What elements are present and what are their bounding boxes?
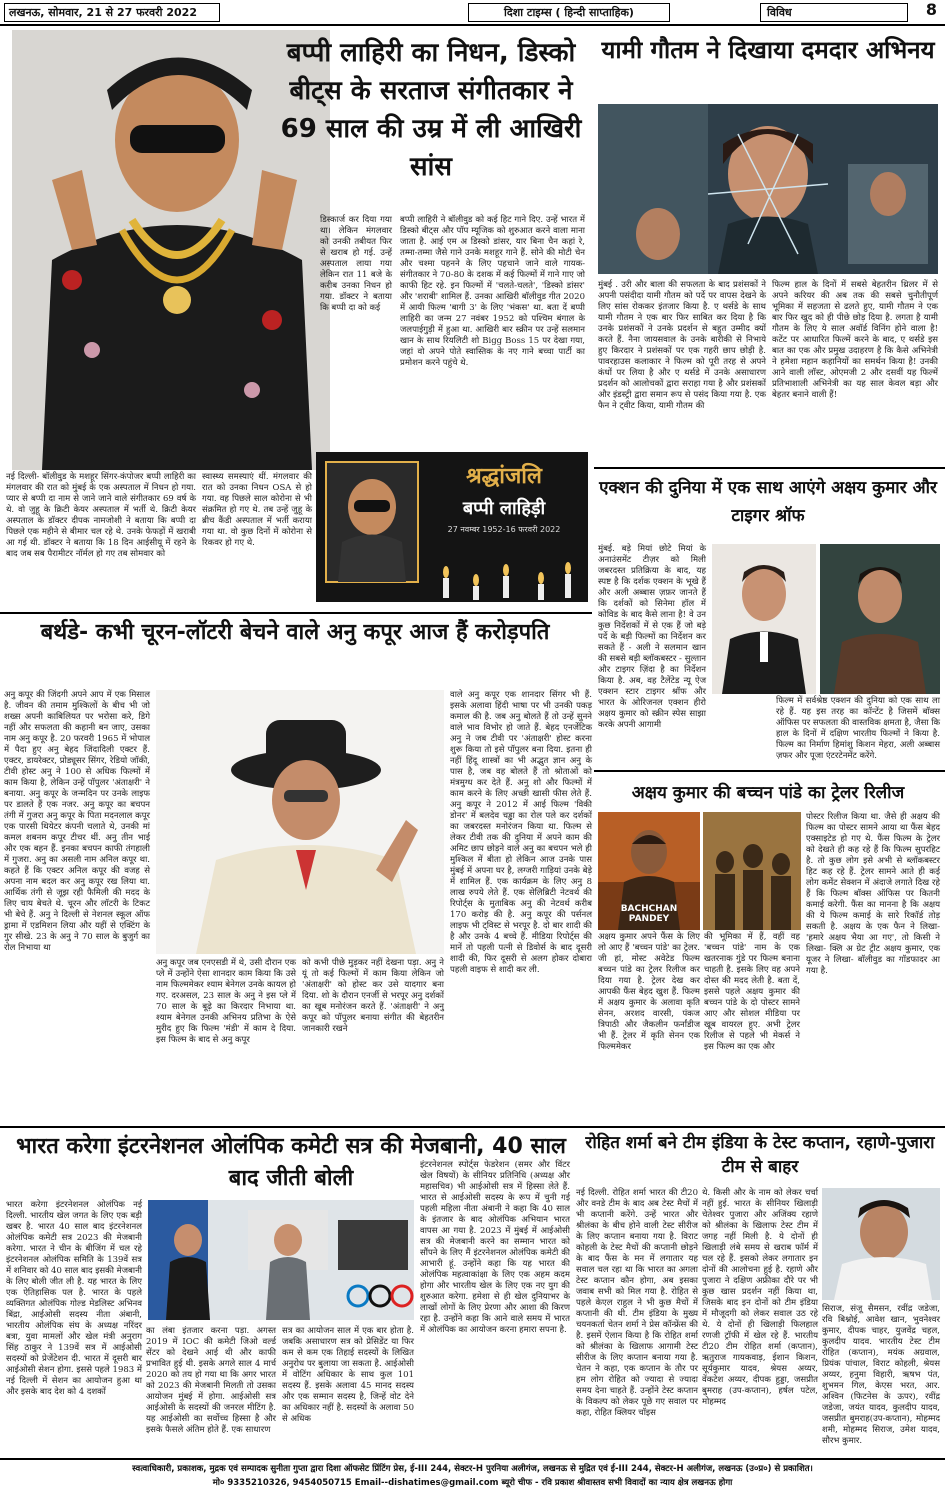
- bachchan-poster-title: BACHCHAN PANDEY: [620, 904, 678, 924]
- tribute-word: श्रद्धांजलि: [466, 463, 542, 489]
- bachchan-headline: अक्षय कुमार की बच्चन पांडे का ट्रेलर रिलीज: [631, 783, 905, 803]
- bappi-text-col-4: स्वास्थ्य समस्याएं थीं. मंगलवार की रात को उनका निधन OSA से हो गया. वह पिछले साल कोरोना से भी संक्रमित हो गए थे. तब उन्हें जुहू के ब्रीच कैंडी अस्पताल में भर्ती कराया गया था. वो कुछ दिनों में कोरोना से रिकवर हो गए थे.: [202, 472, 312, 548]
- header-section: विविध: [760, 3, 908, 22]
- olympic-text-col-3: सत्र का आयोजन साल में एक बार होता है. जबकि असाधारण सत्र को प्रेसिडेंट या फिर कम से कम एक तिहाई सदस्यों के लिखित अनुरोध पर बुलाया जा सकता है. आईओसी में वोटिंग अधिकार के साथ कुल 101 सदस्य हैं. इसके अलावा 45 मानद सदस्य और एक सम्मान सदस्य है, जिन्हें वोट देने का अधिकार नहीं है. सदस्यों के अलावा 50 से अधिक: [282, 1326, 414, 1424]
- olympic-text-col-2: का लंबा इंतजार करना पड़ा. अगस्त 2019 में IOC की कमेटी जिओ वर्ल्ड सेंटर को देखने आई थी और काफी प्रभावित हुई थी. इसके अगले साल 4 मार्च 2020 को तय हो गया था कि अगर भारत को 2023 की मेजबानी मिलती तो उसका आयोजन मुंबई में होगा. आईओसी सत्र आईओसी के सदस्यों की जनरल मीटिंग है. यह आईओसी का सर्वोच्च हिस्सा है और इसके फैसले अंतिम होते हैं. एक साधारण: [146, 1326, 276, 1435]
- akshay-tiger-headline: एक्शन की दुनिया में एक साथ आएंगे अक्षय कुमार और टाइगर श्रॉफ: [599, 478, 937, 526]
- yami-text-col-1: मुंबई . उरी और बाला की सफलता के बाद प्रशंसकों ने अपनी पसंदीदा यामी गौतम को पर्दे पर वापस देखने के लिए सांस रोककर इंतजार किया है. ए थर्सडे के साथ यामी गौतम ने एक बार फिर साबित कर दिया है कि उनके प्रशंसकों ने उनके प्रदर्शन से बहुत उम्मीद क्यों करते हैं. नैना जायसवाल के उनके बारीकी से निभाये हुए किरदार ने प्रशंसकों पर एक गहरी छाप छोड़ी है. पावरहाउस कलाकार ने फिल्म को पूरी तरह से अपने कंधों पर लिया है और ए थर्सडे में उनके असाधारण प्रदर्शन को आलोचकों द्वारा सराहा गया है और प्रशंसकों और इंडस्ट्री द्वारा समान रूप से पसंद किया गया है. एक फैन ने ट्वीट किया, यामी गौतम की: [598, 280, 766, 411]
- tiger-photo: [820, 544, 940, 694]
- akshay-tiger-text-col-2: फिल्म में सर्वश्रेष्ठ एक्शन की दुनिया को एक साथ ला रहे हैं. यह इस तरह का कॉन्टेंट है जिसमें बॉक्स ऑफिस पर सफलता की वास्तविक क्षमता है, जैसा कि हाल के दिनों में दक्षिण भारतीय फिल्मों ने किया है. फिल्म का निर्माण हिमांशु किशन मेहरा, अली अब्बास ज़फर और पूजा एंटरटेनमेंट करेंगे.: [776, 696, 940, 761]
- bappi-text-col-2: बप्पी लाहिरी ने बॉलीवुड को कई हिट गाने दिए. उन्हें भारत में डिस्को बीट्स और पॉप म्यूजिक को शुरुआत करने वाला माना जाता है. आई एम अ डिस्को डांसर, यार बिना चैन कहां रे, तम्मा-तम्मा जैसे गाने उनके मशहूर गाने हैं. सोने की मोटी चेन और चश्मा पहनने के लिए पहचाने जाने वाले गायक-संगीतकार ने 70-80 के दशक में कई फिल्मों में गाने गाए जो काफी हिट रहे. इन फिल्मों में 'चलते-चलते', 'डिस्को डांसर' और 'शराबी' शामिल हैं. उनका आखिरी बॉलीवुड गीत 2020 में आयी फिल्म 'बागी 3' के लिए 'भंकस' था. बता दें बप्पी लाहिरी का जन्म 27 नवंबर 1952 को पश्चिम बंगाल के जलपाईगुड़ी में हुआ था. आखिरी बार स्क्रीन पर उन्हें सलमान खान के साथ रियलिटी शो Bigg Boss 15 पर देखा गया, जहां वो अपने पोते स्वास्तिक के नए गाने बच्चा पार्टी का प्रमोशन करने पहुंचे थे.: [400, 215, 585, 368]
- annu-text-col-4: को कभी पीछे मुड़कर नहीं देखना पड़ा. अनु ने यूं तो कई फिल्मों में काम किया लेकिन जो 'अंताक्षरी' को होस्ट कर उसे यादगार बना दिया. शो के दौरान एनर्जी से भरपूर अनु दर्शकों का खूब मनोरंजन करते हैं. 'अंताक्षरी' ने अनु कपूर को पॉपुलर बनाया संगीत की बेहतरीन जानकारी रखने: [302, 958, 444, 1034]
- yami-headline: यामी गौतम ने दिखाया दमदार अभिनय: [601, 36, 935, 64]
- footer-contact: मो० 9335210326, 9454050715 Email--dishatimes@gmail.com ब्यूरो चीफ - रवि प्रकाश श्रीवास्तव सभी विवादों का न्याय क्षेत्र लखनऊ होगा: [212, 1478, 733, 1488]
- divider: [0, 1126, 945, 1128]
- bappi-text-col-3: नई दिल्ली- बॉलीवुड के मशहूर सिंगर-कंपोजर बप्पी लाहिरी का मंगलवार की रात को मुंबई के एक अस्पताल में निधन हो गया. प्यार से बप्पी दा नाम से जाने जाने वाले संगीतकार 69 वर्ष के थे. वो जुहू के क्रिटी केयर अस्पताल में भर्ती थे. क्रिटी केयर अस्पताल के डॉक्टर दीपक नामजोशी ने बताया कि बप्पी दा पिछले एक महीने से बीमार चल रहे थे. उनके फेफड़ों में खराबी आ गई थी. डॉक्टर ने बताया कि 18 दिन आईसीयू में रहने के बाद जब सब पैरामीटर नॉर्मल हो गए तब सोमवार को: [6, 472, 196, 559]
- yami-text-col-2: फिल्म हाल के दिनों में सबसे बेहतरीन थ्रिलर में से अपने करियर की अब तक की सबसे चुनौतीपूर्ण भूमिका में सहजता से ढलते हुए, यामी गौतम ने एक बार फिर खुद को ही पीछे छोड़ दिया है. लगता है यामी गौतम के लिए ये साल अवॉर्ड विनिंग होने वाला है! कटेंट पर आधारित फिल्में करने के बाद, ए थर्सडे इस बात का एक और प्रमुख उदाहरण है कि कैसे अभिनेत्री ने हमेशा महान कहानियों का समर्थन किया है! उनकी आने वाली लॉस्ट, ओएमजी 2 और दसवीं यह फिल्में प्रतिभाशाली अभिनेत्री का यह साल केवल बड़ा और बेहतर बनाने वाली हैं!: [772, 280, 938, 400]
- bappi-headline: बप्पी लाहिरी का निधन, डिस्को बीट्स के सरताज संगीतकार ने 69 साल की उम्र में ली आखिरी सांस: [280, 38, 582, 182]
- bachchan-poster-2: [703, 812, 801, 930]
- divider: [594, 467, 945, 469]
- olympic-text-col-1: भारत करेगा इंटरनेशनल ओलंपिक नई दिल्ली. भारतीय खेल जगत के लिए एक बड़ी खबर है. भारत 40 साल बाद इंटरनेशनल ओलंपिक कमेटी सत्र 2023 की मेजबानी करेगा. भारत ने चीन के बीजिंग में चल रहे इंटरनेशनल ओलंपिक समिति के 139वें सत्र में शनिवार को 40 साल बाद इसकी मेजबानी के लिए बोली जीत ली है. यह भारत के लिए एक ऐतिहासिक पल है. भारत के पहले व्यक्तिगत ओलंपिक गोल्ड मेडलिस्ट अभिनव बिंद्रा, आईओसी सदस्य नीता अंबानी, भारतीय ओलंपिक संघ के अध्यक्ष नरिंदर बत्रा, युवा मामलों और खेल मंत्री अनुराग सिंह ठाकुर ने 139वें सत्र में आईओसी सदस्यों को प्रेजेंटेशन दी. भारत में दूसरी बार आईओसी सेशन होगा. इससे पहले 1983 में नई दिल्ली में सेशन का आयोजन हुआ था और इसके बाद देश को 4 दशकों: [6, 1200, 142, 1397]
- rohit-text-col-2: थे. किसी और के नाम को लेकर चर्चा नहीं हुई. भारत के सीनियर खिलाड़ी चेतेश्वर पुजारा और अजिंक्य रहाणे को श्रीलंका के खिलाफ टेस्ट टीम में जगह नहीं मिली है. ये दोनों ही खिलाड़ी लंबे समय से खराब फॉर्म में चल रहे हैं. इसको लेकर लगातार इन दोनों की आलोचना हुई है. रहाणे और पुजारा ने दक्षिण अफ्रीका दौरे पर भी कुछ खास प्रदर्शन नहीं किया था, जिसके बाद इन दोनों को टीम इंडिया में मौजूदगी को लेकर सवाल उठ रहे थे. ये दोनों ही खिलाड़ी फिलहाल रणजी ट्रॉफी में खेल रहे हैं. भारतीय टी20 टीम रोहित शर्मा (कप्तान), ऋतुराज गायकवाड़, ईशान किशन, सूर्यकुमार यादव, श्रेयस अय्यर, वेंकटेश अय्यर, दीपक हुड्डा, जसप्रीत बुमराह (उप-कप्तान), हर्षल पटेल, मोहम्मद: [702, 1188, 818, 1407]
- rohit-text-col-1: नई दिल्ली. रोहित शर्मा भारत की टी20 और वनडे टीम के बाद अब टेस्ट मैचों में भी कप्तानी करेंगे. उन्हें भारत और श्रीलंका के बीच होने वाली टेस्ट सीरीज के लिए कप्तान बनाया गया है. विराट कोहली के टेस्ट मैचों की कप्तानी छोड़ने के बाद फैंस के मन में लगातार यह सवाल चल रहा था कि भारत का अगला टेस्ट कप्तान कौन होगा, अब इसका जवाब सभी को मिल गया है. रोहित से पहले केएल राहुल ने भी कुछ मैचों में कप्तानी की थी. टीम इंडिया के मुख्य चयनकर्ता चेतन शर्मा ने प्रेस कॉन्फ्रेंस की है. इसमें ऐलान किया है कि रोहित शर्मा को श्रीलंका के खिलाफ आगामी टेस्ट सीरीज के लिए कप्तान बनाया गया है. चेतन ने कहा, एक कप्तान के तौर पर हम लोग रोहित को ज्यादा से ज्यादा समय देना चाहते हैं. उन्होंने टेस्ट कप्तान के विकल्प को लेकर पूछे गए सवाल पर कहा, रोहित क्लियर चॉइस: [576, 1188, 698, 1418]
- yami-photo: [598, 104, 938, 274]
- page-footer: [0, 1458, 945, 1493]
- annu-headline: बर्थडे- कभी चूरन-लॉटरी बेचने वाले अनु कपूर आज हैं करोड़पति: [40, 620, 550, 645]
- rohit-headline: रोहित शर्मा बने टीम इंडिया के टेस्ट कप्तान, रहाणे-पुजारा टीम से बाहर: [585, 1133, 935, 1177]
- bappi-tribute-card: [316, 452, 588, 602]
- olympic-headline: भारत करेगा इंटरनेशनल ओलंपिक कमेटी सत्र की मेजबानी, 40 साल बाद जीती बोली: [16, 1134, 566, 1191]
- tribute-dates: 27 नवम्बर 1952-16 फरवरी 2022: [447, 525, 561, 534]
- header-paper-name: दिशा टाइम्स ( हिन्दी साप्ताहिक): [468, 3, 670, 22]
- footer-imprint: स्वत्वाधिकारी, प्रकाशक, मुद्रक एवं सम्पादक सुनीता गुप्ता द्वारा दिशा ऑफसेट प्रिंटिंग प्रेस, ई-III 244, सेक्टर-H पुरनिया अलीगंज, लखनऊ से मुद्रित एवं ई-III 244, सेक्टर-H अलीगंज, लखनऊ (उ०प्र०) से प्रकाशित।: [132, 1464, 813, 1474]
- divider: [594, 770, 945, 772]
- page-header: [0, 0, 945, 26]
- bachchan-poster-1: [598, 812, 700, 930]
- olympic-text-col-4: इंटरनेशनल स्पोर्ट्स फेडरेशन (समर और विंटर खेल विषयों) के सीनियर प्रतिनिधि (अध्यक्ष और महासचिव) भी आईओसी सत्र में हिस्सा लेते हैं. भारत से आईओसी सदस्य के रूप में चुनी गई पहली महिला नीता अंबानी ने कहा कि 40 साल के इंतजार के बाद ओलंपिक अभियान भारत वापस आ गया है. 2023 में मुंबई में आईओसी सत्र की मेजबानी करने का सम्मान भारत को सौंपने के लिए मैं इंटरनेशनल ओलंपिक कमेटी की आभारी हूं. उन्होंने कहा कि यह भारत की ओलंपिक महत्वाकांक्षा के लिए एक अहम कदम होगा और भारतीय खेल के लिए एक नए युग की शुरुआत करेगा. हमेशा से ही खेल दुनियाभर के लाखों लोगों के लिए प्रेरणा और आशा की किरण रहा है. उन्होंने कहा कि आने वाले समय में भारत में ओलंपिक का आयोजन करना हमारा सपना है.: [420, 1160, 570, 1335]
- olympic-photo: [148, 1200, 414, 1320]
- rohit-text-col-3: सिराज, संजू सैमसन, रवींद्र जडेजा, रवि बिश्नोई, आवेश खान, भुवनेश्वर कुमार, दीपक चाहर, युजवेंद्र चहल, कुलदीप यादव. भारतीय टेस्ट टीम रोहित (कप्तान), मयंक अग्रवाल, प्रियंक पांचाल, विराट कोहली, श्रेयस अय्यर, हनुमा विहारी, ऋषभ पंत, शुभमन गिल, केएस भरत, आर. अश्विन (फिटनेस के ऊपर), रवींद्र जडेजा, जयंत यादव, कुलदीप यादव, जसप्रीत बुमराह(उप-कप्तान), मोहम्मद शमी, मोहम्मद सिराज, उमेश यादव, सौरभ कुमार.: [822, 1304, 940, 1446]
- tribute-name: बप्पी लाहिड़ी: [462, 498, 546, 519]
- bachchan-text-col-2: की भूमिका में हैं, वहीं वह 'बच्चन पांडे' नाम के एक खतरनाक गुंडे पर फिल्म बनाना चाहती है. इसके लिए वह अपने दोस्त की मदद लेती है. बता दें, इससे पहले अक्षय कुमार की बच्चन पांडे के दो पोस्टर सामने आए और सोशल मीडिया पर खूब वायरल हुए. अभी ट्रेलर रिलीज से पहले भी मेकर्स ने इस फिल्म का एक और: [704, 932, 800, 1052]
- akshay-tiger-text-col-3: [598, 690, 770, 760]
- divider: [0, 612, 592, 614]
- bachchan-text-col-3: पोस्टर रिलीज किया था. जैसे ही अक्षय की फिल्म का पोस्टर सामने आया था फैंस बेहद एक्साइटेड हो गए थे. फैंस फिल्म के ट्रेलर को देखते ही कह रहे हैं कि फिल्म सुपरहिट है. तो कुछ लोग इसे अभी से ब्लॉकबस्टर हिट कह रहे हैं. ट्रेलर सामने आते ही कई लोग कमेंट सेक्शन में अंदाजे लगाते दिख रहे हैं कि फिल्म बॉक्स ऑफिस पर कितनी कमाई करेगी. फैंस का मानना है कि अक्षय की ये फिल्म कमाई के सारे रिकॉर्ड तोड़ सकती है. अक्षय के एक फैन ने लिखा- 'हमारे अक्षय भैया आ गए', तो किसी ने लिखा- क्लि अ ग्रेट ट्रीट अक्षय कुमार, एक यूजर ने लिखा- बॉलीवुड का गॉडफादर आ गया है.: [806, 812, 940, 976]
- annu-text-col-1: अनु कपूर की जिंदगी अपने आप में एक मिसाल है. जीवन की तमाम मुश्किलों के बीच भी जो शख्स अपनी काबिलियत पर भरोसा करे, डिगे नहीं और सफलता की कहानी बन जाए, उसका नाम अनु कपूर है. 20 फरवरी 1965 में भोपाल में पैदा हुए अनु बेहद जिंदादिली एक्टर हैं. एक्टर, डायरेक्टर, प्रोड्यूसर सिंगर, रेडियो जॉकी, टीवी होस्ट अनु ने 100 से अधिक फिल्मों में काम किया है, लेकिन उन्हें पॉपुलर 'अंताक्षरी' ने बनाया. अनु कपूर के जन्मदिन पर उनके लाइफ पर डालते हैं एक नजर. अनु कपूर का बचपन तंगी में गुजरा अनु कपूर के पिता मदनलाल कपूर एक पारसी थियेटर कंपनी चलाते थे, उनकी मां कमल शबनम कपूर टीचर थीं. अनु तीन भाई और एक बहन हैं. इनका बचपन काफी तंगहाली में गुजरा. अनु का असली नाम अनिल कपूर था. कहते हैं कि एक्टर अनिल कपूर की वजह से अपना नाम बदल कर अनु कपूर रख लिया था. आर्थिक तंगी से जूझ रही फैमिली की मदद के लिए चाय बेचते थे. चूरन और लॉटरी के टिकट भी बेचे हैं. अनु ने दिल्ली से नेशनल स्कूल ऑफ ड्रामा में एडमिशन लिया और यहीं से एक्टिंग के गुर सीखे. 23 के अनु ने 70 साल के बुजुर्ग का रोल निभाया था: [4, 690, 150, 953]
- annu-text-col-2: वाले अनु कपूर एक शानदार सिंगर भी हैं. इसके अलावा हिंदी भाषा पर भी उनकी पकड़ कमाल की है. जब अनु बोलते हैं तो उन्हें सुनने वाले भाव विभोर हो जाते हैं. बेहद एनर्जेटिक अनु ने जब टीवी पर 'अंताक्षरी' होस्ट करना शुरू किया तो इसे पॉपुलर बना दिया. इतना ही नहीं हिंदू शास्त्रों का भी अद्भुत ज्ञान अनु के पास है, जब वह बोलते हैं तो श्रोताओं को मंत्रमुग्ध कर देते हैं. अनु शो और फिल्मों में काम करने के लिए अच्छी खासी फीस लेते हैं. अनु कपूर ने 2012 में आई फिल्म 'विकी डोनर' में बलदेव चड्ढा का रोल पले कर दर्शकों का जबरदस्त मनोरंजन किया था. फिल्म से लेकर टीवी तक की दुनिया में अपने काम की अमिट छाप छोड़ने वाले अनु का बचपन भले ही मुश्किल में बीता हो लेकिन आज उनके पास मुंबई में अपना घर है, लग्जरी गाड़ियां उनके बेड़े में शामिल हैं. एक कार्यक्रम के लिए अनु 8 लाख रुपये लेते हैं. एक सेलिब्रिटी नेटवर्थ की रिपोर्ट्स के मुताबिक अनु की नेटवर्थ करीब 170 करोड़ की है. अनु कपूर की पर्सनल लाइफ भी ट्विस्ट से भरपूर है. दो बार शादी की है और उनके 4 बच्चे हैं. मीडिया रिपोर्ट्स की मानें तो पहली पत्नी से डिवोर्स के बाद दूसरी शादी की, फिर दूसरी से अलग होकर दोबारा पहली वाइफ से शादी कर ली.: [450, 690, 592, 975]
- header-date: लखनऊ, सोमवार, 21 से 27 फरवरी 2022: [4, 3, 220, 22]
- akshay-photo: [712, 544, 816, 694]
- rohit-photo: [822, 1188, 940, 1300]
- page-number: 8: [925, 0, 937, 19]
- annu-text-col-3: अनु कपूर जब एनएसडी में थे, उसी दौरान एक प्ले में उन्होंने ऐसा शानदार काम किया कि उसे नाम फिल्ममेकर श्याम बेनेगल उनके कायल हो गए. दरअसल, 23 साल के अनु ने इस प्ले में 70 साल के बूढ़े का किरदार निभाया था. श्याम बेनेगल उनकी अभिनय प्रतिभा के ऐसे मुरीद हुए कि फिल्म 'मंडी' में काम दे दिया. इस फिल्म के बाद से अनु कपूर: [156, 958, 296, 1045]
- bachchan-text-col-1: अक्षय कुमार अपने फैंस के लिए लो आए हैं 'बच्चन पांडे' का ट्रेलर. जी हां, मोस्ट अवेटेड फिल्म बच्चन पांडे का ट्रेलर रिलीज कर दिया गया है. ट्रेलर देख कर आपकी फैंस बेहद खुश हैं. फिल्म में अक्षय कुमार के अलावा कृति सेनन, अरशद वारसी, पंकज त्रिपाठी और जैकलीन फर्नांडीज भी हैं. ट्रेलर में कृति सेनन एक फिल्ममेकर: [598, 932, 700, 1052]
- annu-photo: [156, 690, 444, 954]
- akshay-tiger-text-col-1: मुंबई. बड़े मियां छोटे मियां के अनाउंसमेंट टीज़र को मिली जबरदस्त प्रतिक्रिया के बाद, यह स्पष्ट है कि दर्शक एक्शन के भूखे हैं और अली अब्बास ज़फ़र जानते हैं कि दर्शकों को सिनेमा हॉल में कोविड के बाद कैसे लाना है! वे उन कुछ निर्देशकों में से एक हैं जो बड़े पर्दे के बड़ी फिल्मों का निर्देशन कर सकते हैं - अली ने सलमान खान की सबसे बड़ी ब्लॉकबस्टर - सुल्तान और टाइगर ज़िंदा है का निर्देशन किया है. अब, वह टैलेंटेड न्यू ऐज एक्शन स्टार टाइगर श्रॉफ और भारत के ओरिजनल एक्शन हीरो अक्षय कुमार को स्क्रीन स्पेस साझा करके अपनी आगामी: [598, 544, 706, 730]
- bappi-text-col-1: डिस्कार्ज कर दिया गया था। लेकिन मंगलवार को उनकी तबीयत फिर से खराब हो गई. उन्हें अस्पताल लाया गया लेकिन रात 11 बजे के करीब उनका निधन हो गया. डॉक्टर ने बताया कि बप्पी दा को कई: [320, 215, 392, 313]
